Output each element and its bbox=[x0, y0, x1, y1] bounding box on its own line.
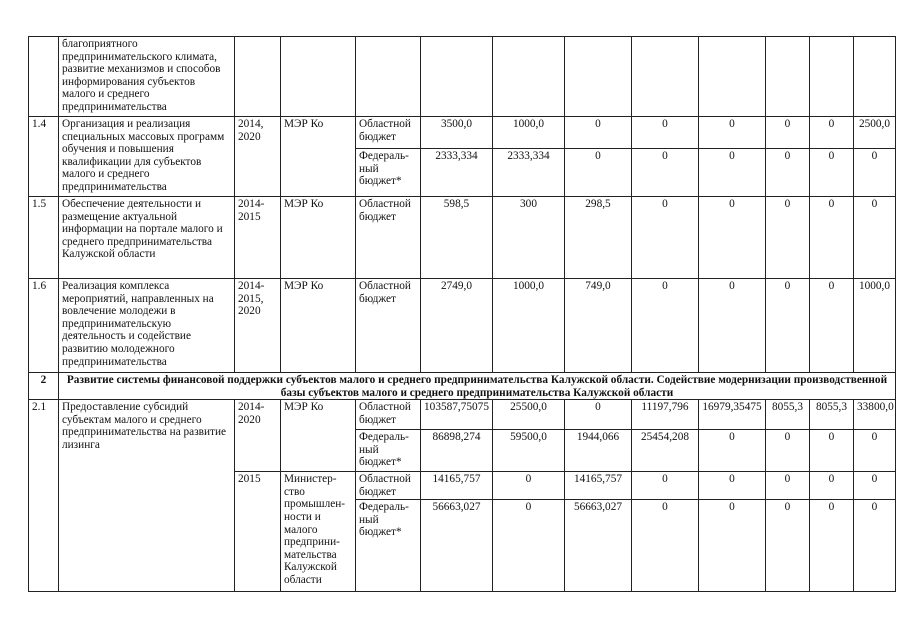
table-row bbox=[29, 37, 896, 117]
table-cell: 2333,334 bbox=[421, 149, 493, 197]
table-row bbox=[29, 279, 896, 373]
table-cell: 0 bbox=[766, 117, 810, 149]
table-cell: 0 bbox=[632, 500, 699, 592]
table-cell: 8055,3 bbox=[810, 400, 854, 430]
table-cell: МЭР Ко bbox=[281, 400, 356, 472]
table-cell: 3500,0 bbox=[421, 117, 493, 149]
table-cell: 2500,0 bbox=[854, 117, 896, 149]
table-cell: 1.5 bbox=[29, 197, 59, 279]
table-cell: 0 bbox=[699, 149, 766, 197]
table-cell: 300 bbox=[493, 197, 565, 279]
table-cell: 598,5 bbox=[421, 197, 493, 279]
table-cell: 0 bbox=[699, 472, 766, 500]
table-cell: 0 bbox=[565, 149, 632, 197]
table-cell: 0 bbox=[493, 500, 565, 592]
table-cell: 0 bbox=[810, 472, 854, 500]
table-cell: 0 bbox=[810, 279, 854, 373]
table-cell bbox=[281, 37, 356, 117]
table-cell: 0 bbox=[632, 197, 699, 279]
table-cell: 86898,274 bbox=[421, 430, 493, 472]
table-cell bbox=[854, 37, 896, 117]
table-cell: 0 bbox=[810, 197, 854, 279]
table-cell: 2014- 2020 bbox=[235, 400, 281, 472]
table-cell: 0 bbox=[699, 117, 766, 149]
table-cell: 16979,35475 bbox=[699, 400, 766, 430]
table-cell: 0 bbox=[632, 279, 699, 373]
table-cell: Обеспечение деятельности и размещение актуальной информации на портале малого и среднего предпринимательства Калужской области bbox=[59, 197, 235, 279]
table-cell: 8055,3 bbox=[766, 400, 810, 430]
table-cell: 0 bbox=[493, 472, 565, 500]
table-cell: 0 bbox=[632, 149, 699, 197]
table-cell: 0 bbox=[810, 117, 854, 149]
table-cell: благоприятного предпринимательского климата, развитие механизмов и способов информирования субъектов малого и среднего предпринимательства bbox=[59, 37, 235, 117]
table-cell: Областной бюджет bbox=[356, 197, 421, 279]
table-cell bbox=[29, 37, 59, 117]
table-cell bbox=[493, 37, 565, 117]
table-cell: 14165,757 bbox=[565, 472, 632, 500]
table-cell: 0 bbox=[766, 430, 810, 472]
table-row bbox=[29, 400, 896, 430]
table-cell: 14165,757 bbox=[421, 472, 493, 500]
table-cell: 0 bbox=[699, 500, 766, 592]
table-cell: 0 bbox=[565, 400, 632, 430]
table-cell: Развитие системы финансовой поддержки субъектов малого и среднего предпринимательства Калужской области. Содействие модернизации производственной базы субъектов малого и среднего предпринимательства Калужской области bbox=[59, 373, 896, 400]
table-cell: 11197,796 bbox=[632, 400, 699, 430]
table-cell: 25500,0 bbox=[493, 400, 565, 430]
table-cell: Федераль- ный бюджет* bbox=[356, 500, 421, 592]
table-row bbox=[29, 117, 896, 149]
table-cell bbox=[810, 37, 854, 117]
table-cell: Реализация комплекса мероприятий, направленных на вовлечение молодежи в предпринимательскую деятельность и содействие развитию молодежного предпринимательства bbox=[59, 279, 235, 373]
table-cell: 0 bbox=[854, 149, 896, 197]
table-cell: 0 bbox=[766, 500, 810, 592]
table-cell: 25454,208 bbox=[632, 430, 699, 472]
table-cell bbox=[699, 37, 766, 117]
program-table bbox=[28, 36, 896, 592]
table-cell: Областной бюджет bbox=[356, 279, 421, 373]
table-cell: МЭР Ко bbox=[281, 279, 356, 373]
table-cell bbox=[632, 37, 699, 117]
table-cell bbox=[356, 37, 421, 117]
table-cell: 749,0 bbox=[565, 279, 632, 373]
table-cell bbox=[235, 37, 281, 117]
table-cell: 0 bbox=[854, 472, 896, 500]
table-cell: МЭР Ко bbox=[281, 117, 356, 197]
table-cell: 2014- 2015, 2020 bbox=[235, 279, 281, 373]
table-row bbox=[29, 373, 896, 400]
table-cell: 0 bbox=[766, 149, 810, 197]
table-cell: Предоставление субсидий субъектам малого и среднего предпринимательства на развитие лизинга bbox=[59, 400, 235, 592]
table-cell: 2333,334 bbox=[493, 149, 565, 197]
table-cell: 0 bbox=[699, 430, 766, 472]
table-row bbox=[29, 197, 896, 279]
table-cell: Областной бюджет bbox=[356, 472, 421, 500]
table-cell: 1000,0 bbox=[854, 279, 896, 373]
table-cell: 0 bbox=[766, 472, 810, 500]
table-cell: 0 bbox=[810, 500, 854, 592]
table-cell: 0 bbox=[632, 117, 699, 149]
table-cell: Министер- ство промышлен- ности и малого предприни- мательства Калужской области bbox=[281, 472, 356, 592]
table-cell: 56663,027 bbox=[421, 500, 493, 592]
table-cell: 59500,0 bbox=[493, 430, 565, 472]
table-cell: 2 bbox=[29, 373, 59, 400]
table-cell: 0 bbox=[854, 430, 896, 472]
table-body bbox=[29, 37, 896, 592]
table-cell bbox=[421, 37, 493, 117]
table-cell: 103587,75075 bbox=[421, 400, 493, 430]
table-cell: 33800,0 bbox=[854, 400, 896, 430]
table-cell: 0 bbox=[766, 279, 810, 373]
table-cell: Областной бюджет bbox=[356, 117, 421, 149]
table-cell: 0 bbox=[632, 472, 699, 500]
table-cell: 2015 bbox=[235, 472, 281, 592]
table-cell: 0 bbox=[854, 197, 896, 279]
table-cell: Областной бюджет bbox=[356, 400, 421, 430]
table-cell: 0 bbox=[699, 279, 766, 373]
table-cell: 0 bbox=[766, 197, 810, 279]
table-cell bbox=[766, 37, 810, 117]
table-cell: 2.1 bbox=[29, 400, 59, 592]
table-cell: Федераль- ный бюджет* bbox=[356, 149, 421, 197]
table-cell: 1.4 bbox=[29, 117, 59, 197]
table-cell: 1000,0 bbox=[493, 117, 565, 149]
table-cell: 2749,0 bbox=[421, 279, 493, 373]
table-cell: 2014, 2020 bbox=[235, 117, 281, 197]
table-cell: Организация и реализация специальных массовых программ обучения и повышения квалификации для субъектов малого и среднего предпринимательства bbox=[59, 117, 235, 197]
table-cell: 56663,027 bbox=[565, 500, 632, 592]
table-cell: 0 bbox=[565, 117, 632, 149]
table-cell: 0 bbox=[699, 197, 766, 279]
table-cell: 1944,066 bbox=[565, 430, 632, 472]
table-cell: 0 bbox=[810, 430, 854, 472]
table-cell: 1.6 bbox=[29, 279, 59, 373]
table-cell: Федераль- ный бюджет* bbox=[356, 430, 421, 472]
table-cell: 0 bbox=[810, 149, 854, 197]
table-cell bbox=[565, 37, 632, 117]
table-cell: 1000,0 bbox=[493, 279, 565, 373]
table-cell: 0 bbox=[854, 500, 896, 592]
table-cell: 2014- 2015 bbox=[235, 197, 281, 279]
table-cell: МЭР Ко bbox=[281, 197, 356, 279]
table-cell: 298,5 bbox=[565, 197, 632, 279]
